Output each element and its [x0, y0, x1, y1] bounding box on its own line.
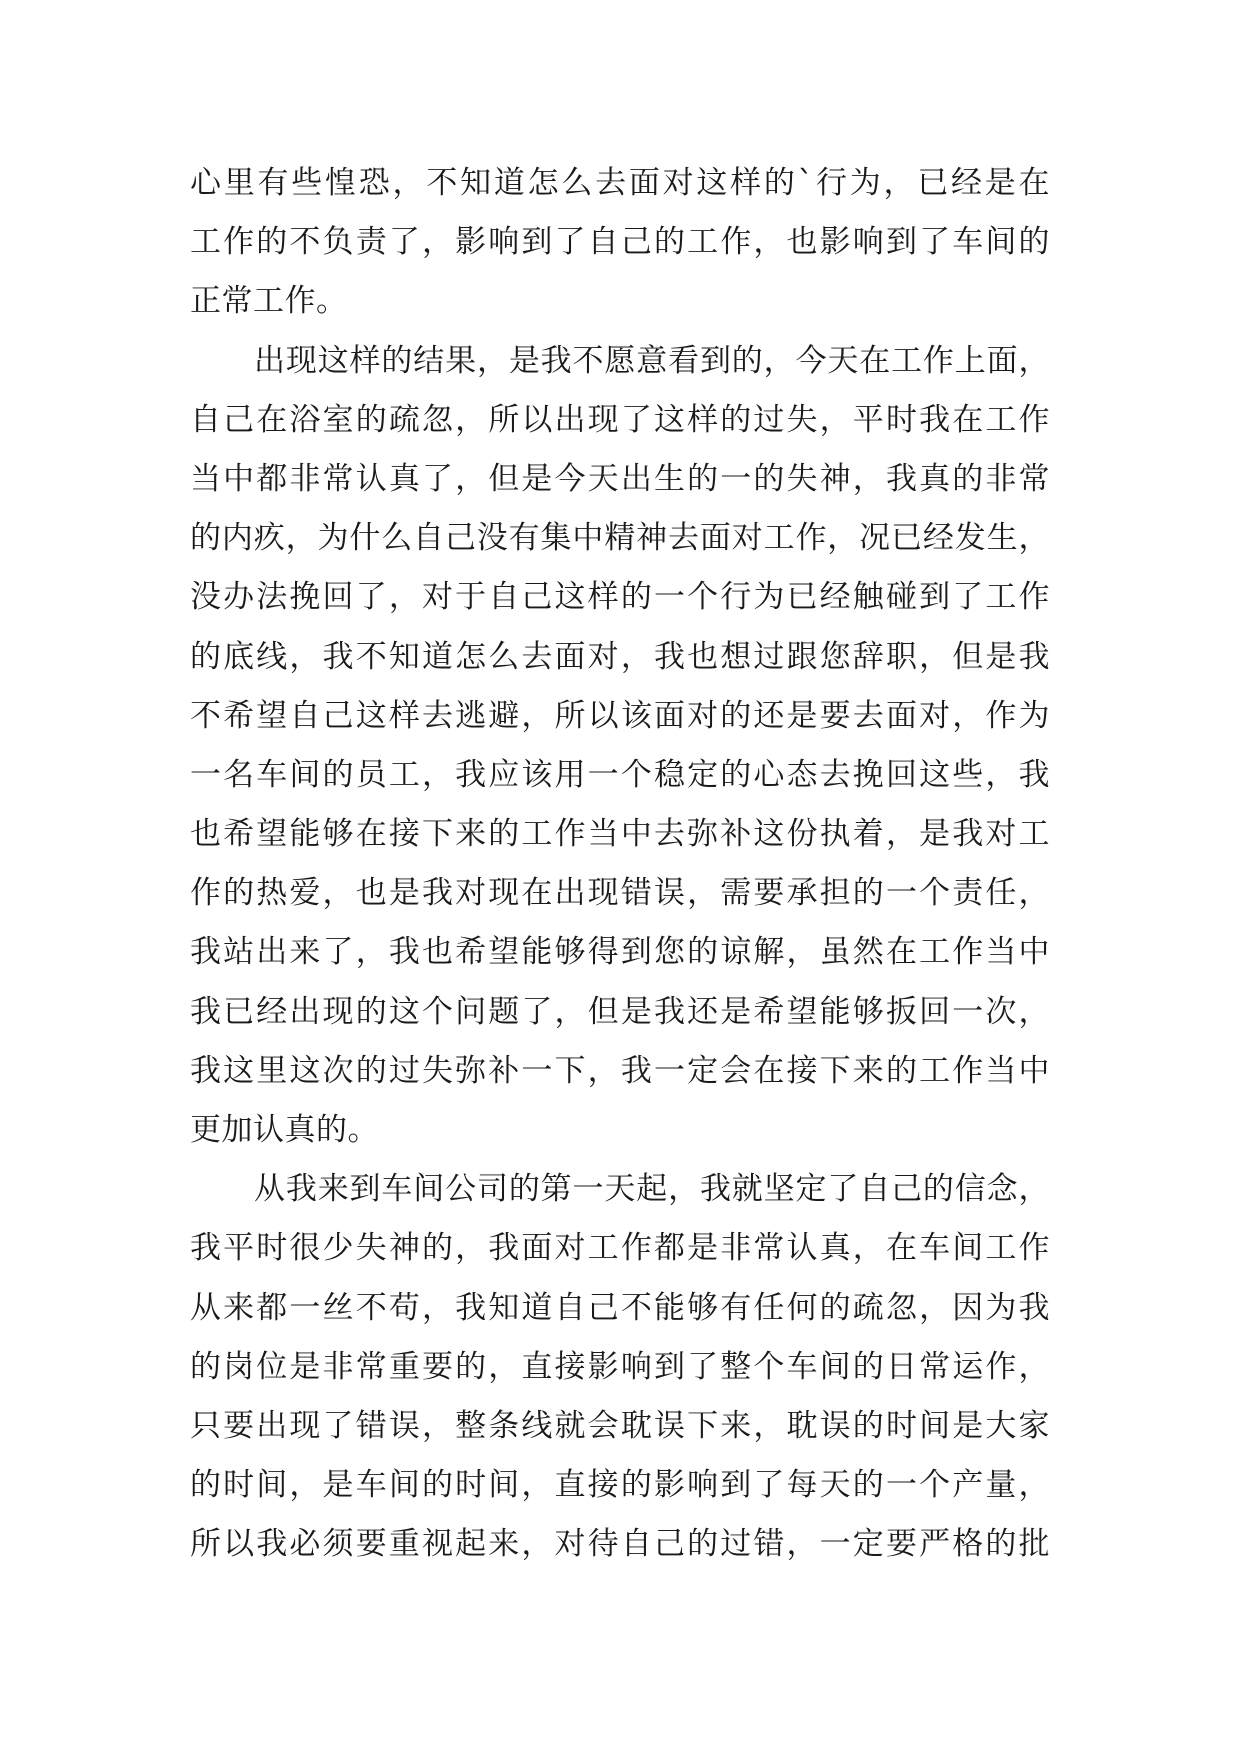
text-line: 我已经出现的这个问题了，但是我还是希望能够扳回一次， [190, 993, 1050, 1030]
text-line: 的底线，我不知道怎么去面对，我也想过跟您辞职，但是我 [190, 638, 1050, 675]
text-line: 的时间，是车间的时间，直接的影响到了每天的一个产量， [190, 1467, 1050, 1504]
text-line: 当中都非常认真了，但是今天出生的一的失神，我真的非常 [190, 460, 1050, 497]
text-line: 自己在浴室的疏忽，所以出现了这样的过失，平时我在工作 [190, 401, 1050, 438]
text-line: 作的热爱，也是我对现在出现错误，需要承担的一个责任， [190, 875, 1050, 912]
text-line: 工作的不负责了，影响到了自己的工作，也影响到了车间的 [190, 224, 1050, 261]
text-line: 的内疚，为什么自己没有集中精神去面对工作，况已经发生， [190, 520, 1050, 557]
text-line: 更加认真的。 [190, 1112, 379, 1148]
text-line: 没办法挽回了，对于自己这样的一个行为已经触碰到了工作 [190, 579, 1050, 616]
text-line: 一名车间的员工，我应该用一个稳定的心态去挽回这些，我 [190, 756, 1050, 793]
text-line: 的岗位是非常重要的，直接影响到了整个车间的日常运作， [190, 1348, 1050, 1385]
paragraph-first-line: 出现这样的结果，是我不愿意看到的，今天在工作上面， [254, 342, 1050, 379]
text-line: 也希望能够在接下来的工作当中去弥补这份执着，是我对工 [190, 816, 1050, 853]
text-line: 正常工作。 [190, 283, 348, 320]
text-line: 我站出来了，我也希望能够得到您的谅解，虽然在工作当中 [190, 934, 1050, 971]
text-line: 不希望自己这样去逃避，所以该面对的还是要去面对，作为 [190, 697, 1050, 734]
text-line: 我这里这次的过失弥补一下，我一定会在接下来的工作当中 [190, 1052, 1050, 1089]
text-line: 所以我必须要重视起来，对待自己的过错，一定要严格的批 [190, 1526, 1050, 1563]
document-body [190, 154, 1050, 1575]
text-line: 我平时很少失神的，我面对工作都是非常认真，在车间工作 [190, 1230, 1050, 1267]
paragraph-first-line: 从我来到车间公司的第一天起，我就坚定了自己的信念， [254, 1171, 1050, 1208]
text-line: 从来都一丝不苟，我知道自己不能够有任何的疏忽，因为我 [190, 1289, 1050, 1326]
text-line: 心里有些惶恐，不知道怎么去面对这样的`行为，已经是在 [190, 165, 1050, 201]
text-line: 只要出现了错误，整条线就会耽误下来，耽误的时间是大家 [190, 1407, 1050, 1444]
